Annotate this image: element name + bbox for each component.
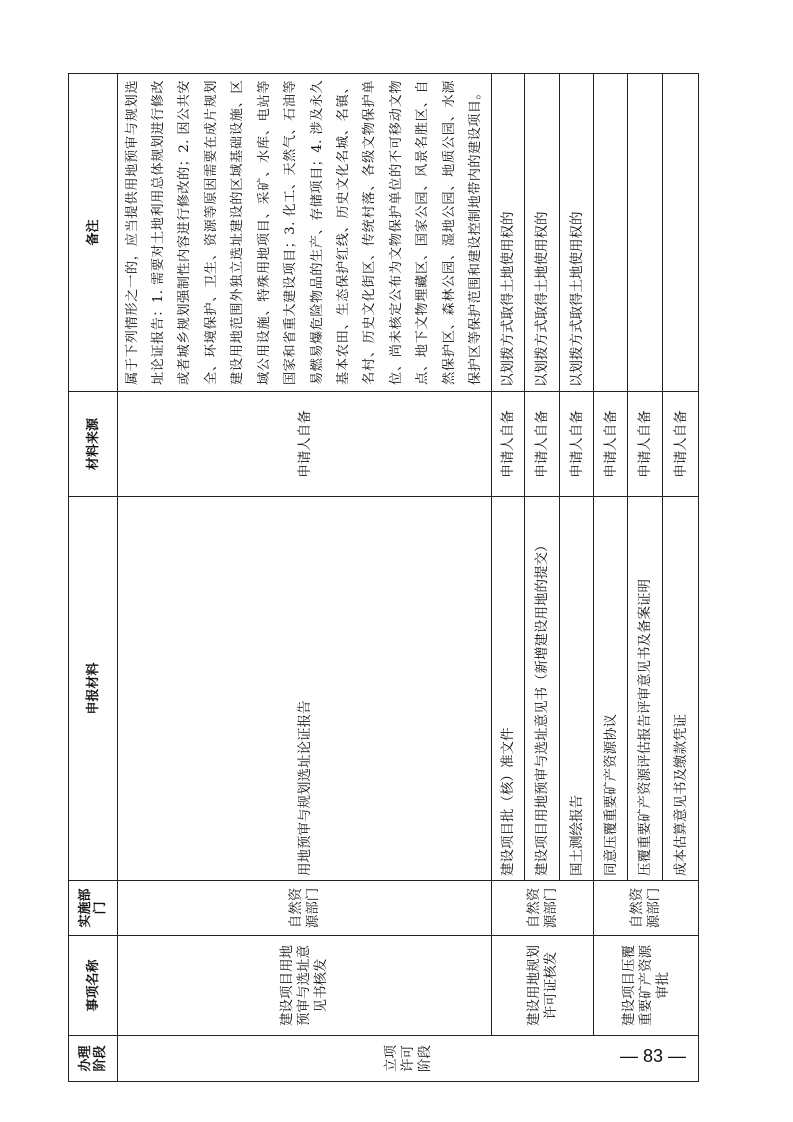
remark-cell: 以划拨方式取得土地使用权的 [560,74,594,392]
item-name: 建设项目压覆重要矿产资源审批 [594,936,699,1036]
header-remark: 备注 [69,74,118,392]
material-cell: 国土测绘报告 [560,497,594,881]
page-number: — 83 — [620,1046,687,1066]
item-dept: 自然资源部门 [118,881,492,936]
table-row [492,74,525,1082]
material-cell: 用地预审与规划选址论证报告 [118,497,492,881]
item-dept: 自然资源部门 [492,881,594,936]
remark-cell [594,74,628,392]
source-cell: 申请人自备 [492,392,525,497]
table-row [118,74,492,1082]
remark-cell: 属于下列情形之一的，应当提供用地预审与规划选址论证报告：1. 需要对土地利用总体规划进行修改或者城乡规划强制性内容进行修改的；2. 因公共安全、环境保护、卫生、资源等原因需要在成片规划建设用地范围外独立选址建设的区域基础设施、区域公用设施、特殊用地项目、采矿、水库、电站等国家和省重大建设项目；3. 化工、天然气、石油等易燃易爆危险物品的生产、存储项目；4. 涉及永久基本农田、生态保护红线、历史文化名城、名镇、名村、历史文化街区、传统村落、各级文物保护单位、尚未核定公布为文物保护单位的不可移动文物点、地下文物埋藏区、国家公园、风景名胜区、自然保护区、森林公园、湿地公园、地质公园、水源保护区等保护范围和建设控制地带内的建设项目。 [118,74,492,392]
material-cell: 建设项目批（核）准文件 [492,497,525,881]
material-cell: 成本估算意见书及缴款凭证 [663,497,699,881]
table-row [594,74,628,1082]
material-cell: 建设项目用地预审与选址意见书（新增建设用地的提交） [525,497,560,881]
remark-cell [663,74,699,392]
header-item: 事项名称 [69,936,118,1036]
material-cell: 压覆重要矿产资源评估报告评审意见书及备案证明 [628,497,663,881]
header-dept: 实施部门 [69,881,118,936]
table-header-row [69,74,118,1082]
approval-materials-table [68,73,699,1082]
item-dept: 自然资源部门 [594,881,699,936]
header-material: 申报材料 [69,497,118,881]
source-cell: 申请人自备 [594,392,628,497]
source-cell: 申请人自备 [663,392,699,497]
material-cell: 同意压覆重要矿产资源协议 [594,497,628,881]
remark-cell: 以划拨方式取得土地使用权的 [525,74,560,392]
source-cell: 申请人自备 [118,392,492,497]
remark-cell [628,74,663,392]
rotated-table-page [68,74,693,1082]
source-cell: 申请人自备 [525,392,560,497]
source-cell: 申请人自备 [560,392,594,497]
item-name: 建设用地规划许可证核发 [492,936,594,1036]
source-cell: 申请人自备 [628,392,663,497]
remark-cell: 以划拨方式取得土地使用权的 [492,74,525,392]
header-stage: 办理阶段 [69,1036,118,1082]
header-source: 材料来源 [69,392,118,497]
stage-cell: 立项许可阶段 [118,1036,699,1082]
item-name: 建设项目用地预审与选址意见书核发 [118,936,492,1036]
